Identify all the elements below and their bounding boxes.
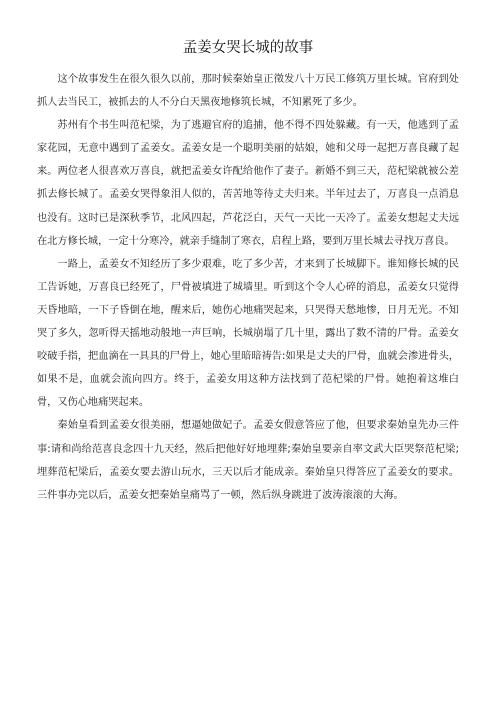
paragraph-4: 秦始皇看到孟姜女很美丽，想逼她做妃子。孟姜女假意答应了他，但要求秦始皇先办三件事:请和尚给范喜良念四十九天经，然后把他好好地埋葬;秦始皇要亲自率文武大臣哭祭范杞梁;埋葬范杞梁后，孟姜女要去游山玩水，三天以后才能成亲。秦始皇只得答应了孟姜女的要求。三件事办完以后，孟姜女把秦始皇痛骂了一顿，然后纵身跳进了波涛滚滚的大海。 <box>37 420 459 501</box>
paragraph-1: 这个故事发生在很久很久以前，那时候秦始皇正徵发八十万民工修筑万里长城。官府到处抓人去当民工，被抓去的人不分白天黑夜地修筑长城，不知累死了多少。 <box>37 74 459 109</box>
paragraph-2: 苏州有个书生叫范杞梁，为了逃避官府的追捕，他不得不四处躲藏。有一天，他逃到了孟家花园，无意中遇到了孟姜女。孟姜女是一个聪明美丽的姑娘，她和父母一起把万喜良藏了起来。两位老人很喜欢万喜良，就把孟姜女许配给他作了妻子。新婚不到三天，范杞梁就被公差抓去修长城了。孟姜女哭得象泪人似的，苦苦地等待丈夫归来。半年过去了，万喜良一点消息也没有。这时已是深秋季节，北风四起，芦花泛白，天气一天比一天冷了。孟姜女想起丈夫远在北方修长城，一定十分寒冷，就亲手缝制了寒衣，启程上路，要到万里长城去寻找万喜良。 <box>37 120 459 247</box>
document-title: 孟姜女哭长城的故事 <box>182 40 314 56</box>
paragraph-3: 一路上，孟姜女不知经历了多少艰难，吃了多少苦，才来到了长城脚下。谁知修长城的民工告诉她，万喜良已经死了，尸骨被填进了城墙里。听到这个令人心碎的消息，孟姜女只觉得天昏地暗，一下子昏倒在地，醒来后，她伤心地痛哭起来，只哭得天愁地惨，日月无光。不知哭了多久，忽听得天摇地动般地一声巨响，长城崩塌了几十里，露出了数不清的尸骨。孟姜女咬破手指，把血滴在一具具的尸骨上，她心里暗暗祷告:如果是丈夫的尸骨，血就会渗进骨头，如果不是，血就会流向四方。终于，孟姜女用这种方法找到了范杞梁的尸骨。她抱着这堆白骨，又伤心地痛哭起来。 <box>37 258 459 409</box>
